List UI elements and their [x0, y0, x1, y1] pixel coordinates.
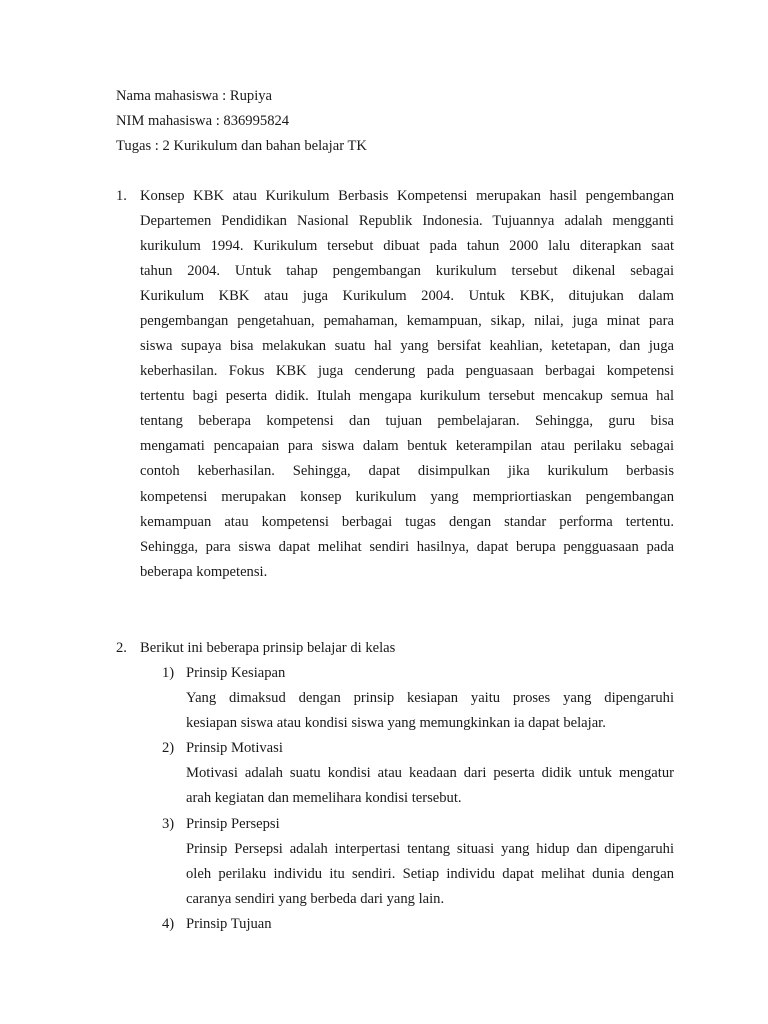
subitem-1-line: kesiapan siswa atau kondisi siswa yang memungkinkan ia dapat belajar.	[186, 715, 606, 731]
item-2-number: 2.	[116, 640, 127, 656]
item-1-line: keberhasilan. Fokus KBK juga cenderung pada penguasaan berbagai kompetensi	[140, 363, 674, 379]
item-1-line: tertentu bagi peserta didik. Itulah mengapa kurikulum tersebut mencakup semua hal	[140, 388, 674, 404]
item-1-line: siswa supaya bisa melakukan suatu hal yang bersifat keahlian, ketetapan, dan juga	[140, 338, 674, 354]
item-1-line: kurikulum 1994. Kurikulum tersebut dibuat pada tahun 2000 lalu diterapkan saat	[140, 238, 674, 254]
subitem-2-line: arah kegiatan dan memelihara kondisi tersebut.	[186, 790, 462, 806]
subitem-2-number: 2)	[162, 740, 175, 756]
item-1-line: kompetensi merupakan konsep kurikulum yang mempriortiaskan pengembangan	[140, 489, 674, 505]
item-2-intro: Berikut ini beberapa prinsip belajar di kelas	[140, 640, 396, 656]
item-1-line: beberapa kompetensi.	[140, 564, 268, 580]
student-nim-line: NIM mahasiswa : 836995824	[116, 113, 290, 129]
item-1-line: tentang beberapa kompetensi dan tujuan pembelajaran. Sehingga, guru bisa	[140, 413, 674, 429]
item-1-line: Kurikulum KBK atau juga Kurikulum 2004. Untuk KBK, ditujukan dalam	[140, 288, 674, 304]
subitem-3-title: Prinsip Persepsi	[186, 816, 280, 832]
item-1-number: 1.	[116, 188, 127, 204]
item-1-line: Konsep KBK atau Kurikulum Berbasis Kompetensi merupakan hasil pengembangan	[140, 188, 674, 204]
subitem-3-number: 3)	[162, 816, 175, 832]
subitem-1-number: 1)	[162, 665, 175, 681]
subitem-4-number: 4)	[162, 916, 175, 932]
subitem-1-title: Prinsip Kesiapan	[186, 665, 286, 681]
item-1-line: Departemen Pendidikan Nasional Republik Indonesia. Tujuannya adalah mengganti	[140, 213, 674, 229]
item-1-line: kemampuan atau kompetensi berbagai tugas dengan standar performa tertentu.	[140, 514, 674, 530]
item-1-line: pengembangan pengetahuan, pemahaman, kemampuan, sikap, nilai, juga minat para	[140, 313, 674, 329]
subitem-3-line: caranya sendiri yang berbeda dari yang lain.	[186, 891, 445, 907]
subitem-4-title: Prinsip Tujuan	[186, 916, 272, 932]
student-name-line: Nama mahasiswa : Rupiya	[116, 88, 273, 104]
subitem-3-line: Prinsip Persepsi adalah interpertasi tentang situasi yang hidup dan dipengaruhi	[186, 841, 674, 857]
item-1-line: Sehingga, para siswa dapat melihat sendiri hasilnya, dapat berupa pengguasaan pada	[140, 539, 674, 555]
task-line: Tugas : 2 Kurikulum dan bahan belajar TK	[116, 138, 367, 154]
subitem-1-line: Yang dimaksud dengan prinsip kesiapan yaitu proses yang dipengaruhi	[186, 690, 674, 706]
subitem-3-line: oleh perilaku individu itu sendiri. Setiap individu dapat melihat dunia dengan	[186, 866, 674, 882]
item-1-line: contoh keberhasilan. Sehingga, dapat disimpulkan jika kurikulum berbasis	[140, 463, 674, 479]
item-1-line: mengamati pencapaian para siswa dalam bentuk keterampilan atau perilaku sebagai	[140, 438, 674, 454]
item-1-line: tahun 2004. Untuk tahap pengembangan kurikulum tersebut dikenal sebagai	[140, 263, 674, 279]
subitem-2-title: Prinsip Motivasi	[186, 740, 283, 756]
subitem-2-line: Motivasi adalah suatu kondisi atau keadaan dari peserta didik untuk mengatur	[186, 765, 674, 781]
